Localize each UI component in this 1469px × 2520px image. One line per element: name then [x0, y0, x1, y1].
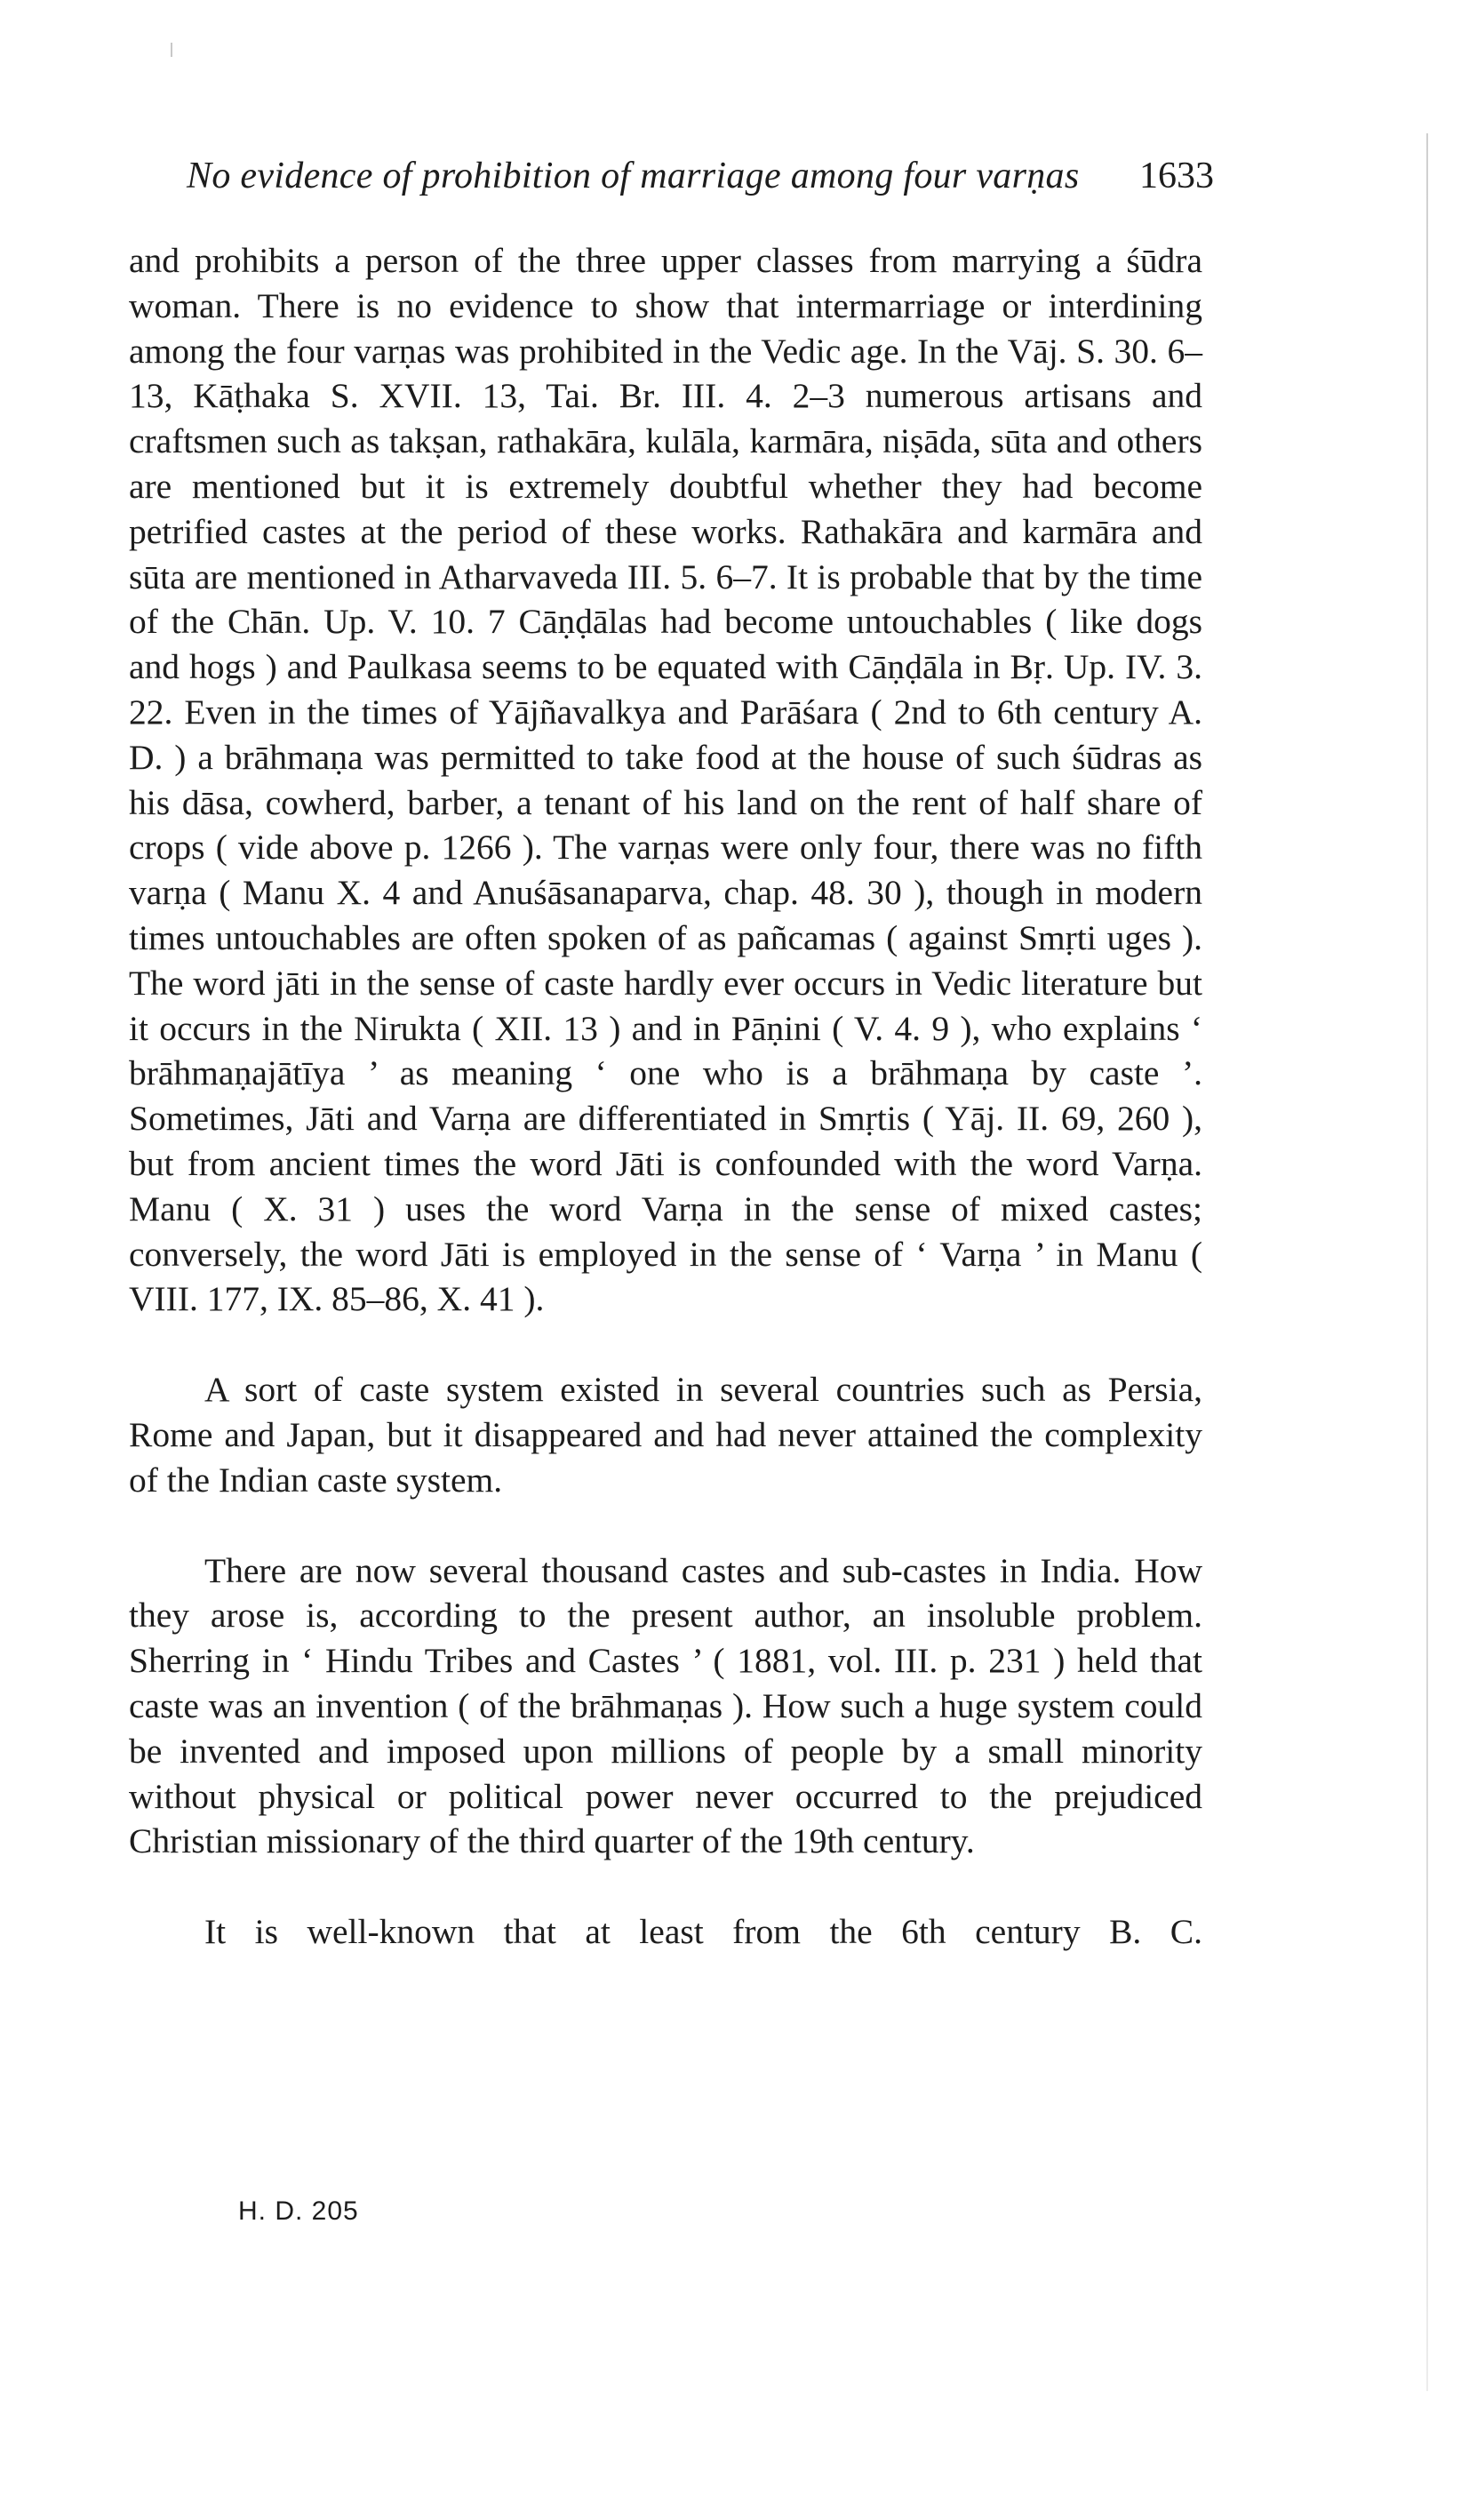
paragraph: There are now several thousand castes and sub-castes in India. How they arose is, according to the present author, an insoluble problem. Sherring in ‘ Hindu Tribes and Castes ’ ( 1881, vol. III. p. 231 ) held that caste was an invention ( of the brāhmaṇas ). How such a huge system could be invented and imposed upon millions of people by a small minority without physical or political power never occurred to the prejudiced Christian missionary of the third quarter of the 19th century.: [129, 1550, 1202, 1861]
scan-speck: [171, 43, 172, 57]
body-text: [129, 238, 1202, 1955]
paragraph: It is well-known that at least from the 6th century B. C.: [204, 1912, 1202, 1952]
scan-margin-line: [1426, 133, 1428, 2391]
page-number: 1633: [1139, 156, 1214, 196]
running-title: No evidence of prohibition of marriage among four varṇas: [187, 156, 1080, 196]
paragraph: A sort of caste system existed in several countries such as Persia, Rome and Japan, but it disappeared and had never attained the complexity of the Indian caste system.: [129, 1370, 1202, 1500]
paragraph: and prohibits a person of the three upper classes from marrying a śūdra woman. There is no evidence to show that intermarriage or interdining among the four varṇas was prohibited in the Vedic age. In the Vāj. S. 30. 6–13, Kāṭhaka S. XVII. 13, Tai. Br. III. 4. 2–3 numerous artisans and craftsmen such as takṣan, rathakāra, kulāla, karmāra, niṣāda, sūta and others are mentioned but it is extremely doubtful whether they had become petrified castes at the period of these works. Rathakāra and karmāra and sūta are mentioned in Atharvaveda III. 5. 6–7. It is probable that by the time of the Chān. Up. V. 10. 7 Cāṇḍālas had become untouchables ( like dogs and hogs ) and Paulkasa seems to be equated with Cāṇḍāla in Bṛ. Up. IV. 3. 22. Even in the times of Yājñavalkya and Parāśara ( 2nd to 6th century A. D. ) a brāhmaṇa was permitted to take food at the house of such śūdras as his dāsa, cowherd, barber, a tenant of his land on the rent of half share of crops ( vide above p. 1266 ). The varṇas were only four, there was no fifth varṇa ( Manu X. 4 and Anuśāsanaparva, chap. 48. 30 ), though in modern times untouchables are often spoken of as pañcamas ( against Smṛti uges ). The word jāti in the sense of caste hardly ever occurs in Vedic literature but it occurs in the Nirukta ( XII. 13 ) and in Pāṇini ( V. 4. 9 ), who explains ‘ brāhmaṇajātīya ’ as meaning ‘ one who is a brāhmaṇa by caste ’. Sometimes, Jāti and Varṇa are differentiated in Smṛtis ( Yāj. II. 69, 260 ), but from ancient times the word Jāti is confounded with the word Varṇa. Manu ( X. 31 ) uses the word Varṇa in the sense of mixed castes; conversely, the word Jāti is employed in the sense of ‘ Varṇa ’ in Manu ( VIII. 177, IX. 85–86, X. 41 ).: [129, 241, 1202, 1319]
page-header: [187, 149, 1214, 203]
signature-mark: H. D. 205: [238, 2196, 359, 2226]
